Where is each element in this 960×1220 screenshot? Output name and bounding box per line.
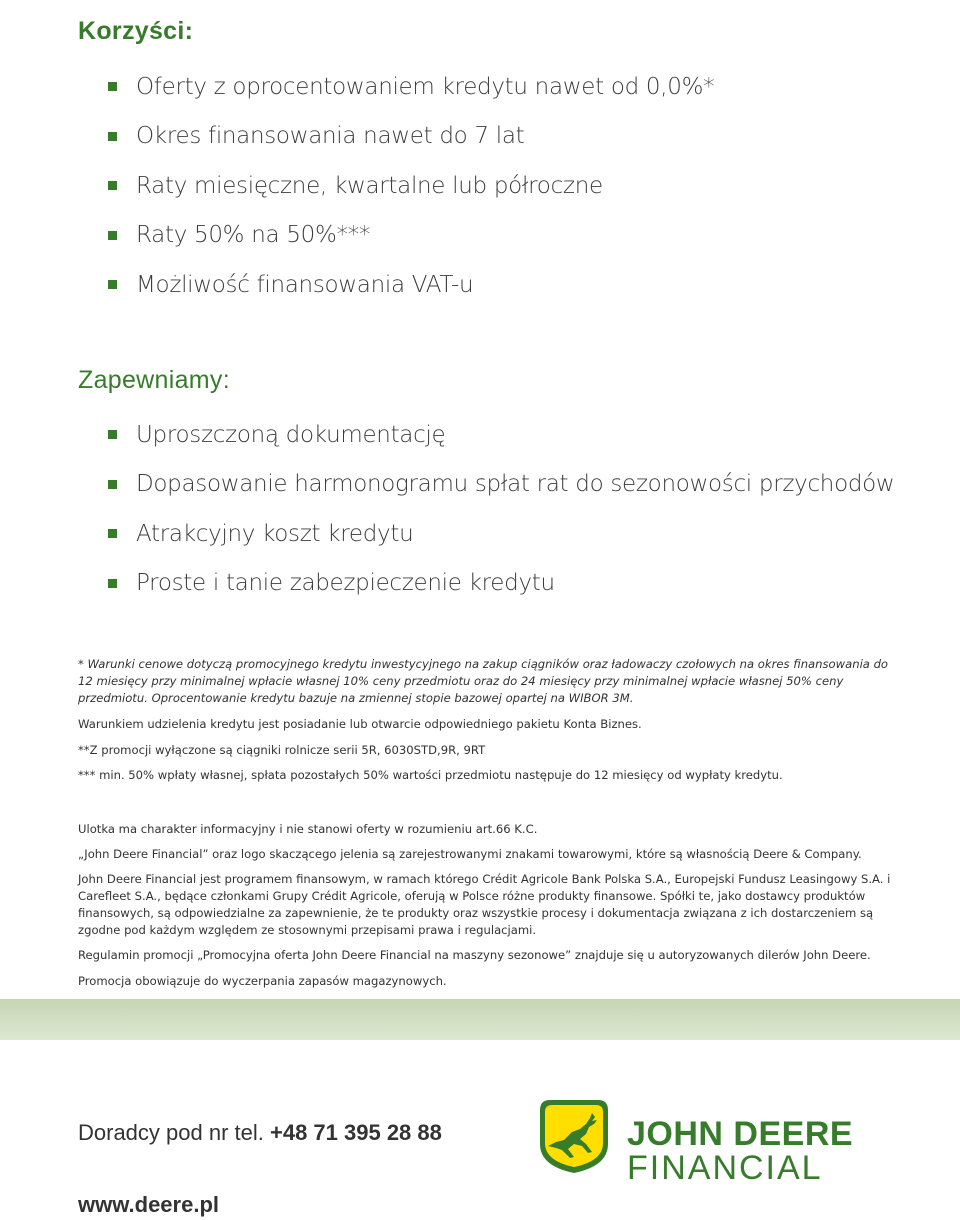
list-item	[108, 62, 714, 112]
bullet-icon	[108, 82, 117, 91]
list-item-text: Możliwość finansowania VAT-u	[136, 271, 474, 298]
benefits-list	[108, 62, 714, 310]
list-item	[108, 161, 714, 211]
contact-label: Doradcy pod nr tel.	[78, 1120, 270, 1145]
list-item	[108, 509, 894, 559]
benefits-heading: Korzyści:	[78, 17, 194, 45]
list-item-text: Oferty z oprocentowaniem kredytu nawet od 0,0%*	[136, 73, 715, 100]
guarantee-heading: Zapewniamy:	[78, 366, 230, 394]
bullet-icon	[108, 579, 117, 588]
list-item-text: Okres finansowania nawet do 7 lat	[136, 123, 525, 150]
list-item-text: Atrakcyjny koszt kredytu	[136, 520, 414, 547]
bullet-icon	[108, 480, 117, 489]
bullet-icon	[108, 529, 117, 538]
list-item-text: Proste i tanie zabezpieczenie kredytu	[136, 570, 555, 597]
footnote-excluded-models: **Z promocji wyłączone są ciągniki rolnicze serii 5R, 6030STD,9R, 9RT	[78, 743, 486, 757]
disclaimer-leaflet: Ulotka ma charakter informacyjny i nie stanowi oferty w rozumieniu art.66 K.C.	[78, 822, 538, 836]
bullet-icon	[108, 280, 117, 289]
bullet-icon	[108, 231, 117, 240]
bullet-icon	[108, 132, 117, 141]
list-item	[108, 410, 894, 460]
brand-name: JOHN DEERE	[627, 1115, 854, 1153]
phone-number[interactable]: +48 71 395 28 88	[269, 1120, 442, 1145]
website-link[interactable]: www.deere.pl	[78, 1192, 220, 1217]
list-item-text: Uproszczoną dokumentację	[136, 421, 446, 448]
disclaimer-regulations: Regulamin promocji „Promocyjna oferta John Deere Financial na maszyny sezonowe” znajduje się u autoryzowanych dilerów John Deere.	[78, 948, 871, 962]
list-item-text: Raty miesięczne, kwartalne lub półroczne	[136, 172, 603, 199]
list-item	[108, 460, 894, 510]
disclaimer-trademark: „John Deere Financial” oraz logo skaczącego jelenia są zarejestrowanymi znakami towarowymi, które są własnością Deere & Company.	[78, 847, 862, 861]
list-item	[108, 260, 714, 310]
guarantee-list	[108, 410, 894, 608]
decorative-band	[0, 999, 960, 1040]
footnote-conditions: * Warunki cenowe dotyczą promocyjnego kredytu inwestycyjnego na zakup ciągników oraz ładowaczy czołowych na okres finansowania do 12 miesięcy przy minimalnej wpłacie własnej 10% ceny przedmiotu oraz do 24 miesięcy przy minimalnej wpłacie własnej 50% ceny przedmiotu. Oprocentowanie kredytu bazuje na zmiennej stopie bazowej opartej na WIBOR 3M.	[78, 657, 889, 705]
bullet-icon	[108, 181, 117, 190]
list-item	[108, 559, 894, 609]
footnote-fifty-fifty: *** min. 50% wpłaty własnej, spłata pozostałych 50% wartości przedmiotu następuje do 12 miesięcy od wypłaty kredytu.	[78, 768, 783, 782]
contact-line	[78, 1120, 442, 1146]
footnote-account: Warunkiem udzielenia kredytu jest posiadanie lub otwarcie odpowiedniego pakietu Konta Biznes.	[78, 717, 642, 731]
bullet-icon	[108, 430, 117, 439]
disclaimer-program: John Deere Financial jest programem finansowym, w ramach którego Crédit Agricole Bank Polska S.A., Europejski Fundusz Leasingowy S.A. i Carefleet S.A., będące członkami Grupy Crédit Agricole, oferują w Polsce różne produkty finansowe. Spółki te, jako dostawcy produktów finansowych, są odpowiedzialne za zapewnienie, że te produkty oraz wszystkie procesy i dokumentacja związana z ich dostarczeniem są zgodne pod każdym względem ze stosownymi przepisami prawa i regulacjami.	[78, 872, 891, 937]
list-item	[108, 112, 714, 162]
disclaimer-stock: Promocja obowiązuje do wyczerpania zapasów magazynowych.	[78, 974, 447, 988]
list-item	[108, 211, 714, 261]
brand-subtitle: FINANCIAL	[627, 1149, 823, 1187]
list-item-text: Raty 50% na 50%***	[136, 222, 371, 249]
list-item-text: Dopasowanie harmonogramu spłat rat do sezonowości przychodów	[136, 471, 895, 498]
leaping-deer-logo-icon	[534, 1096, 614, 1176]
